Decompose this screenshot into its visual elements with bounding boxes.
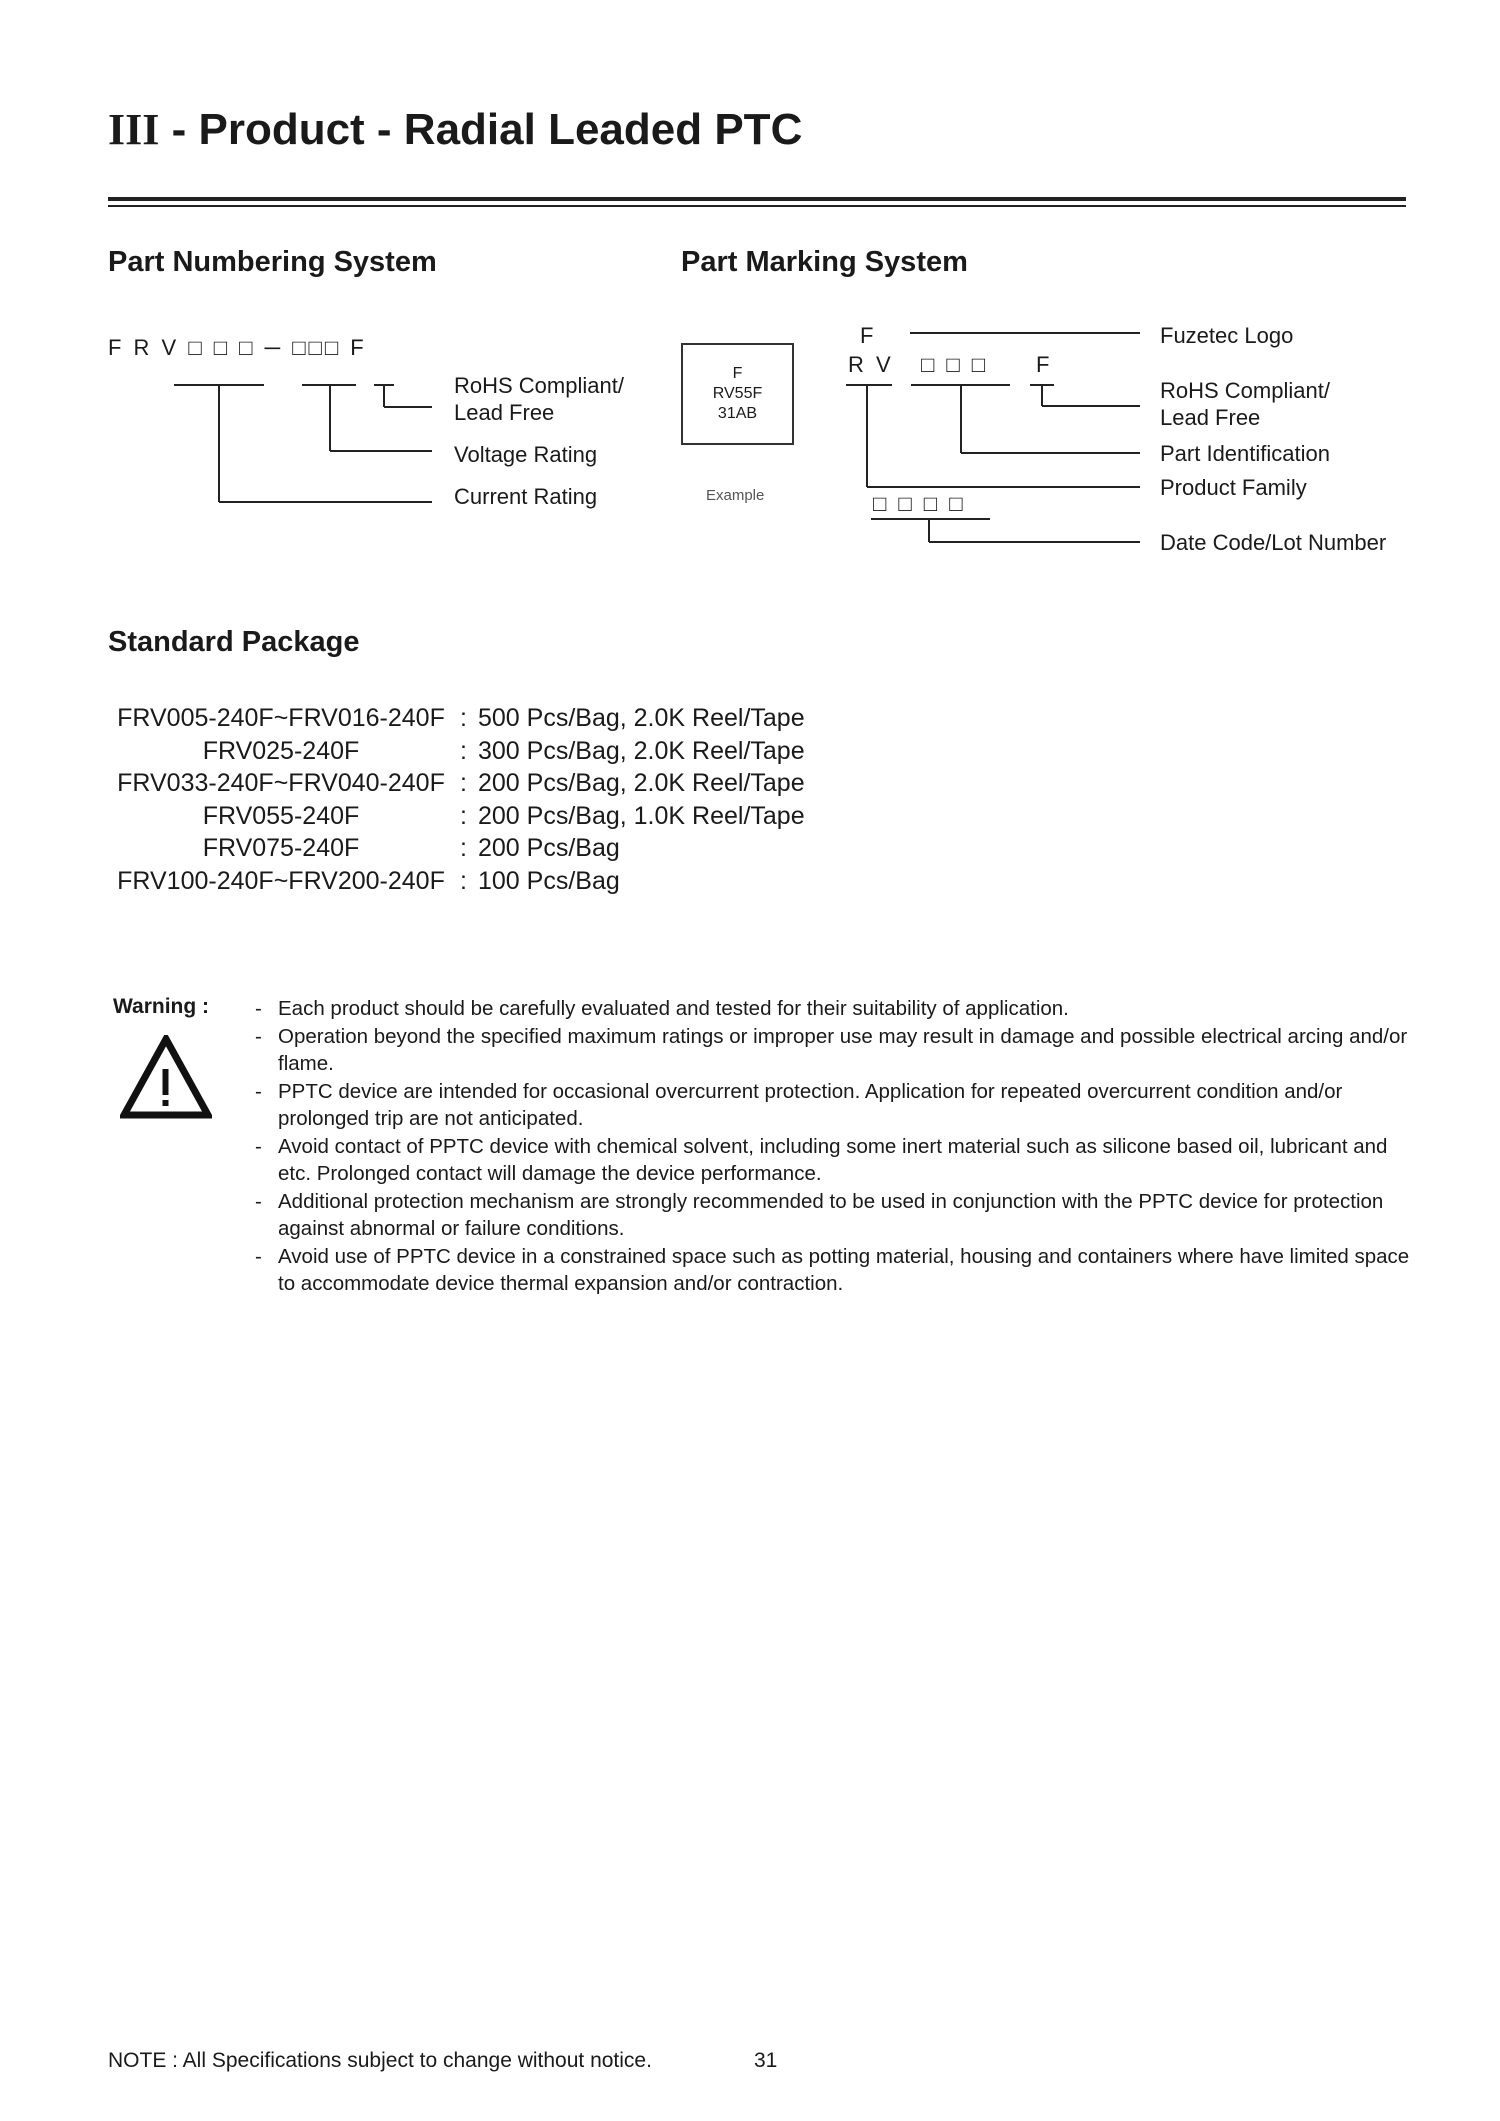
warning-item-text: Avoid contact of PPTC device with chemical solvent, including some inert material such as silicone based oil, lubricant and etc. Prolonged contact will damage the device performance.	[278, 1134, 1388, 1185]
pn-rohs-label-line1: RoHS Compliant/	[454, 373, 624, 398]
section-numeral: III	[108, 105, 160, 154]
standard-package-heading: Standard Package	[108, 626, 360, 658]
package-qty-5: 100 Pcs/Bag	[478, 867, 620, 895]
pm-rohs-label-line1: RoHS Compliant/	[1160, 378, 1330, 403]
part-number-code: F R V □ □ □ ─ □□□ F	[108, 335, 367, 360]
pn-voltage-label: Voltage Rating	[454, 442, 598, 467]
page-title-text: - Product - Radial Leaded PTC	[159, 105, 803, 154]
warning-item: - Additional protection mechanism are strongly recommended to be used in conjunction with the PPTC device for protection against abnormal or failure conditions.	[255, 1188, 1415, 1243]
warning-item-text: Avoid use of PPTC device in a constrained space such as potting material, housing and containers where have limited space to accommodate device thermal expansion and/or contraction.	[278, 1244, 1410, 1295]
package-sep-3: :	[460, 802, 467, 830]
marking-id-boxes: □ □ □	[921, 352, 989, 377]
package-qty-4: 200 Pcs/Bag	[478, 834, 620, 862]
package-part-1: FRV025-240F	[202, 737, 360, 765]
package-qty-1: 300 Pcs/Bag, 2.0K Reel/Tape	[478, 737, 805, 765]
warning-list	[255, 995, 1415, 1298]
part-numbering-heading: Part Numbering System	[108, 246, 437, 278]
package-part-3: FRV055-240F	[202, 802, 360, 830]
package-sep-2: :	[460, 769, 467, 797]
marking-example-line2: RV55F	[712, 385, 763, 402]
page-number: 31	[754, 2049, 778, 2072]
footer-note: NOTE : All Specifications subject to change without notice.	[108, 2049, 652, 2072]
pn-rohs-label-line2: Lead Free	[454, 400, 555, 425]
pm-rohs-label-line2: Lead Free	[1160, 405, 1261, 430]
package-sep-0: :	[460, 704, 467, 732]
warning-item: - Each product should be carefully evaluated and tested for their suitability of application.	[255, 995, 1415, 1023]
marking-example-box	[681, 343, 794, 445]
warning-item: - Operation beyond the specified maximum ratings or improper use may result in damage and possible electrical arcing and/or flame.	[255, 1023, 1415, 1078]
package-part-4: FRV075-240F	[202, 834, 360, 862]
pm-part-id-label: Part Identification	[1160, 441, 1330, 466]
package-qty-2: 200 Pcs/Bag, 2.0K Reel/Tape	[478, 769, 805, 797]
pm-date-label: Date Code/Lot Number	[1160, 530, 1387, 555]
warning-item-text: Additional protection mechanism are strongly recommended to be used in conjunction with the PPTC device for protection against abnormal or failure conditions.	[278, 1189, 1384, 1240]
package-qty-3: 200 Pcs/Bag, 1.0K Reel/Tape	[478, 802, 805, 830]
package-part-5: FRV100-240F~FRV200-240F	[117, 867, 445, 895]
warning-triangle-icon	[120, 1035, 212, 1119]
package-qty-0: 500 Pcs/Bag, 2.0K Reel/Tape	[478, 704, 805, 732]
marking-rv: R V	[848, 352, 894, 377]
pn-current-label: Current Rating	[454, 484, 598, 509]
warning-item-text: Each product should be carefully evaluated and tested for their suitability of application.	[278, 997, 1069, 1020]
marking-f-suffix: F	[1036, 352, 1053, 377]
marking-example-line3: 31AB	[717, 405, 758, 422]
warning-title: Warning :	[113, 995, 210, 1018]
part-marking-heading: Part Marking System	[681, 246, 968, 278]
warning-item-text: Operation beyond the specified maximum ratings or improper use may result in damage and possible electrical arcing and/or flame.	[278, 1024, 1408, 1075]
marking-date-boxes: □ □ □ □	[873, 491, 966, 516]
package-part-2: FRV033-240F~FRV040-240F	[117, 769, 445, 797]
warning-item: - Avoid contact of PPTC device with chemical solvent, including some inert material such as silicone based oil, lubricant and etc. Prolonged contact will damage the device performance.	[255, 1133, 1415, 1188]
warning-item: - Avoid use of PPTC device in a constrained space such as potting material, housing and containers where have limited space to accommodate device thermal expansion and/or contraction.	[255, 1243, 1415, 1298]
warning-item: - PPTC device are intended for occasional overcurrent protection. Application for repeated overcurrent condition and/or prolonged trip are not anticipated.	[255, 1078, 1415, 1133]
pm-logo-label: Fuzetec Logo	[1160, 323, 1294, 348]
warning-item-text: PPTC device are intended for occasional overcurrent protection. Application for repeated overcurrent condition and/or prolonged trip are not anticipated.	[278, 1079, 1343, 1130]
package-sep-1: :	[460, 737, 467, 765]
package-part-0: FRV005-240F~FRV016-240F	[117, 704, 445, 732]
pm-family-label: Product Family	[1160, 475, 1307, 500]
marking-logo-letter: F	[860, 323, 877, 348]
package-sep-5: :	[460, 867, 467, 895]
marking-example-caption: Example	[706, 487, 765, 504]
package-sep-4: :	[460, 834, 467, 862]
marking-example-line1: F	[732, 365, 743, 382]
